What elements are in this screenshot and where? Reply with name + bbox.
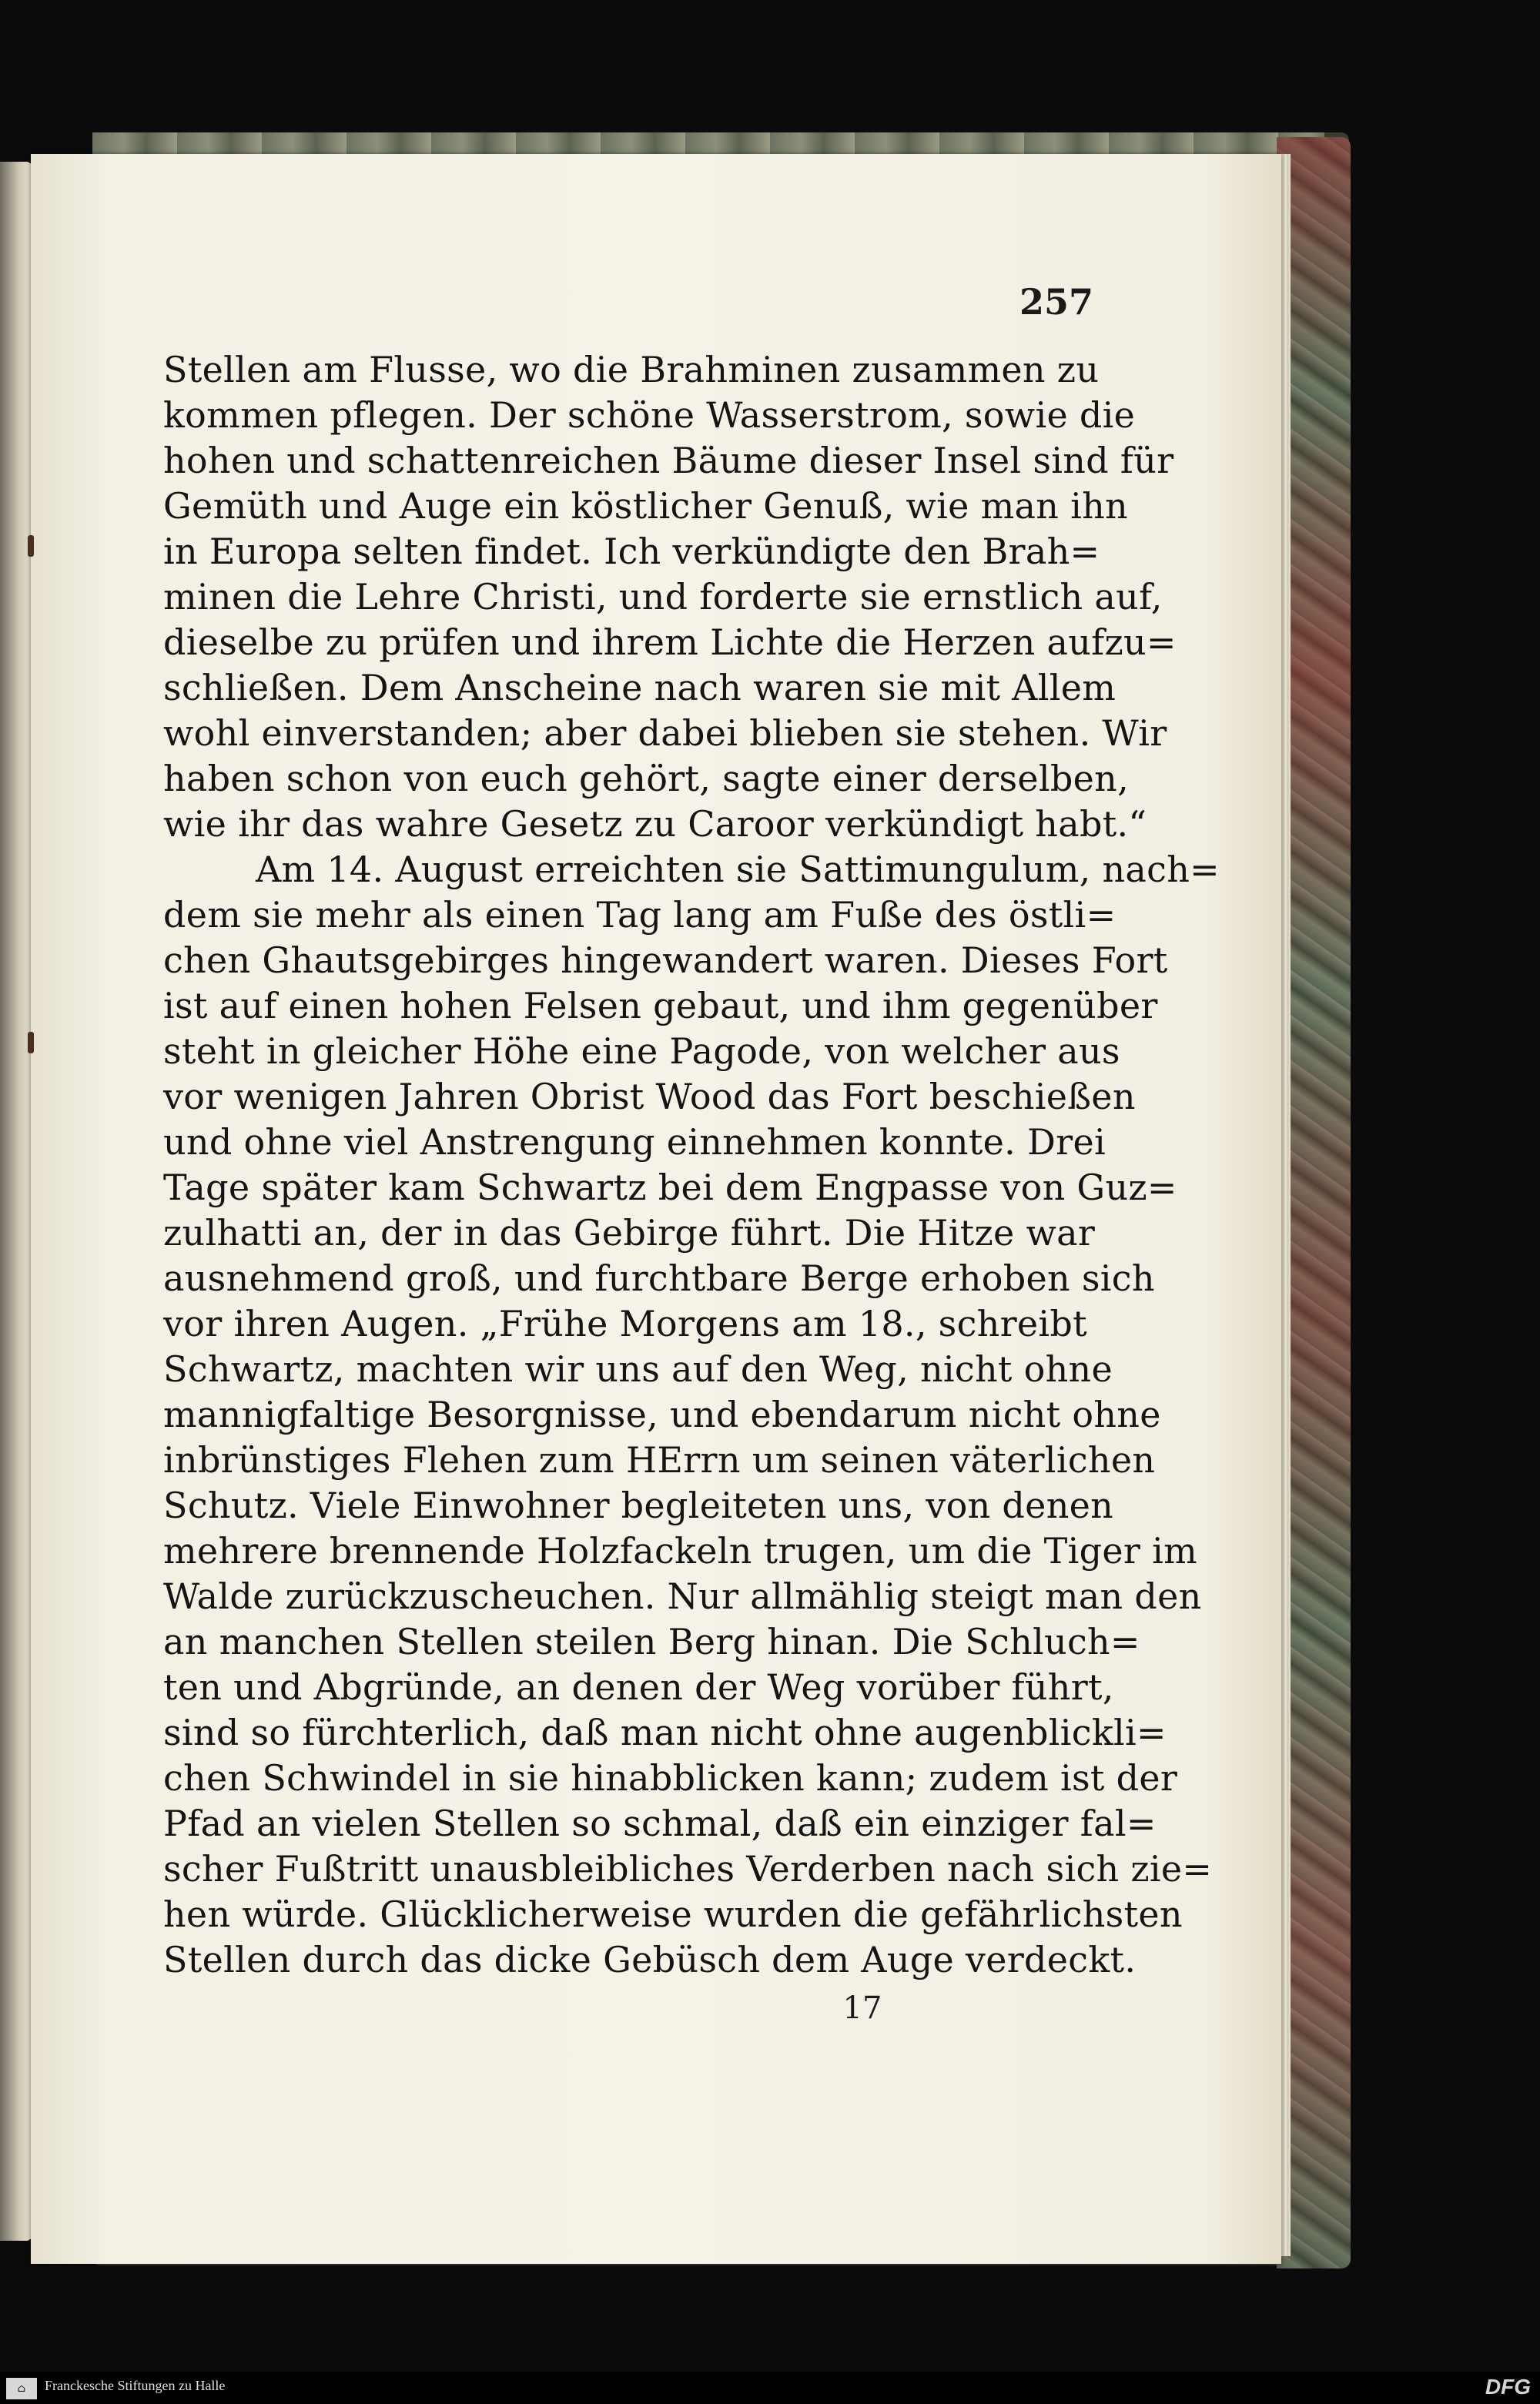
text-line: inbrünstiges Flehen zum HErrn um seinen väterlichen <box>163 1439 1156 1481</box>
text-line: Walde zurückzuscheuchen. Nur allmählig steigt man den <box>163 1575 1202 1617</box>
text-line: chen Schwindel in sie hinabblicken kann; zudem ist der <box>163 1757 1178 1799</box>
text-line: minen die Lehre Christi, und forderte sie ernstlich auf, <box>163 576 1163 618</box>
text-line: steht in gleicher Höhe eine Pagode, von welcher aus <box>163 1030 1120 1072</box>
body-text <box>163 347 1220 1983</box>
page-number: 257 <box>1019 281 1093 323</box>
text-line: Stellen am Flusse, wo die Brahminen zusammen zu <box>163 349 1100 390</box>
text-line: Gemüth und Auge ein köstlicher Genuß, wie man ihn <box>163 485 1128 527</box>
printer-signature: 17 <box>842 1990 882 2026</box>
margin-mark <box>28 1032 34 1053</box>
text-line: Tage später kam Schwartz bei dem Engpasse von Guz= <box>163 1167 1177 1208</box>
text-line: ausnehmend groß, und furchtbare Berge erhoben sich <box>163 1257 1155 1299</box>
text-line: zulhatti an, der in das Gebirge führt. Die Hitze war <box>163 1212 1096 1254</box>
text-line: wie ihr das wahre Gesetz zu Caroor verkündigt habt.“ <box>163 803 1147 845</box>
text-line: in Europa selten findet. Ich verkündigte den Brah= <box>163 531 1100 572</box>
text-line: schließen. Dem Anscheine nach waren sie mit Allem <box>163 667 1116 708</box>
text-line: chen Ghautsgebirges hingewandert waren. Dieses Fort <box>163 939 1168 981</box>
text-line: ist auf einen hohen Felsen gebaut, und ihm gegenüber <box>163 985 1158 1026</box>
text-line: wohl einverstanden; aber dabei blieben sie stehen. Wir <box>163 712 1167 754</box>
footer-bar <box>0 2372 1540 2404</box>
text-line: mehrere brennende Holzfackeln trugen, um die Tiger im <box>163 1530 1198 1572</box>
text-line: hohen und schattenreichen Bäume dieser Insel sind für <box>163 440 1174 481</box>
text-line: dem sie mehr als einen Tag lang am Fuße des östli= <box>163 894 1116 936</box>
text-line: vor wenigen Jahren Obrist Wood das Fort beschießen <box>163 1076 1136 1117</box>
text-line: kommen pflegen. Der schöne Wasserstrom, sowie die <box>163 394 1136 436</box>
dfg-logo: DFG <box>1485 2375 1531 2399</box>
text-line: Stellen durch das dicke Gebüsch dem Auge verdeckt. <box>163 1939 1137 1980</box>
institution-logo-icon: ⌂ <box>6 2378 37 2399</box>
text-line: Pfad an vielen Stellen so schmal, daß ein einziger fal= <box>163 1803 1157 1844</box>
facing-page-edge <box>0 162 32 2241</box>
text-line: Schwartz, machten wir uns auf den Weg, nicht ohne <box>163 1348 1113 1390</box>
text-line: haben schon von euch gehört, sagte einer derselben, <box>163 758 1130 799</box>
text-line: und ohne viel Anstrengung einnehmen konnte. Drei <box>163 1121 1106 1163</box>
text-line: an manchen Stellen steilen Berg hinan. Die Schluch= <box>163 1621 1140 1662</box>
text-line: Schutz. Viele Einwohner begleiteten uns, von denen <box>163 1485 1114 1526</box>
text-line: ten und Abgründe, an denen der Weg vorüber führt, <box>163 1666 1114 1708</box>
institution-name: Franckesche Stiftungen zu Halle <box>45 2378 226 2393</box>
text-line: scher Fußtritt unausbleibliches Verderben nach sich zie= <box>163 1848 1213 1890</box>
text-line: Am 14. August erreichten sie Sattimungulum, nach= <box>256 849 1220 890</box>
text-line: vor ihren Augen. „Frühe Morgens am 18., schreibt <box>163 1303 1087 1344</box>
text-line: sind so fürchterlich, daß man nicht ohne augenblickli= <box>163 1712 1167 1753</box>
text-line: mannigfaltige Besorgnisse, und ebendarum nicht ohne <box>163 1394 1161 1435</box>
text-line: hen würde. Glücklicherweise wurden die gefährlichsten <box>163 1893 1183 1935</box>
margin-mark <box>28 535 34 557</box>
text-line: dieselbe zu prüfen und ihrem Lichte die Herzen aufzu= <box>163 621 1177 663</box>
